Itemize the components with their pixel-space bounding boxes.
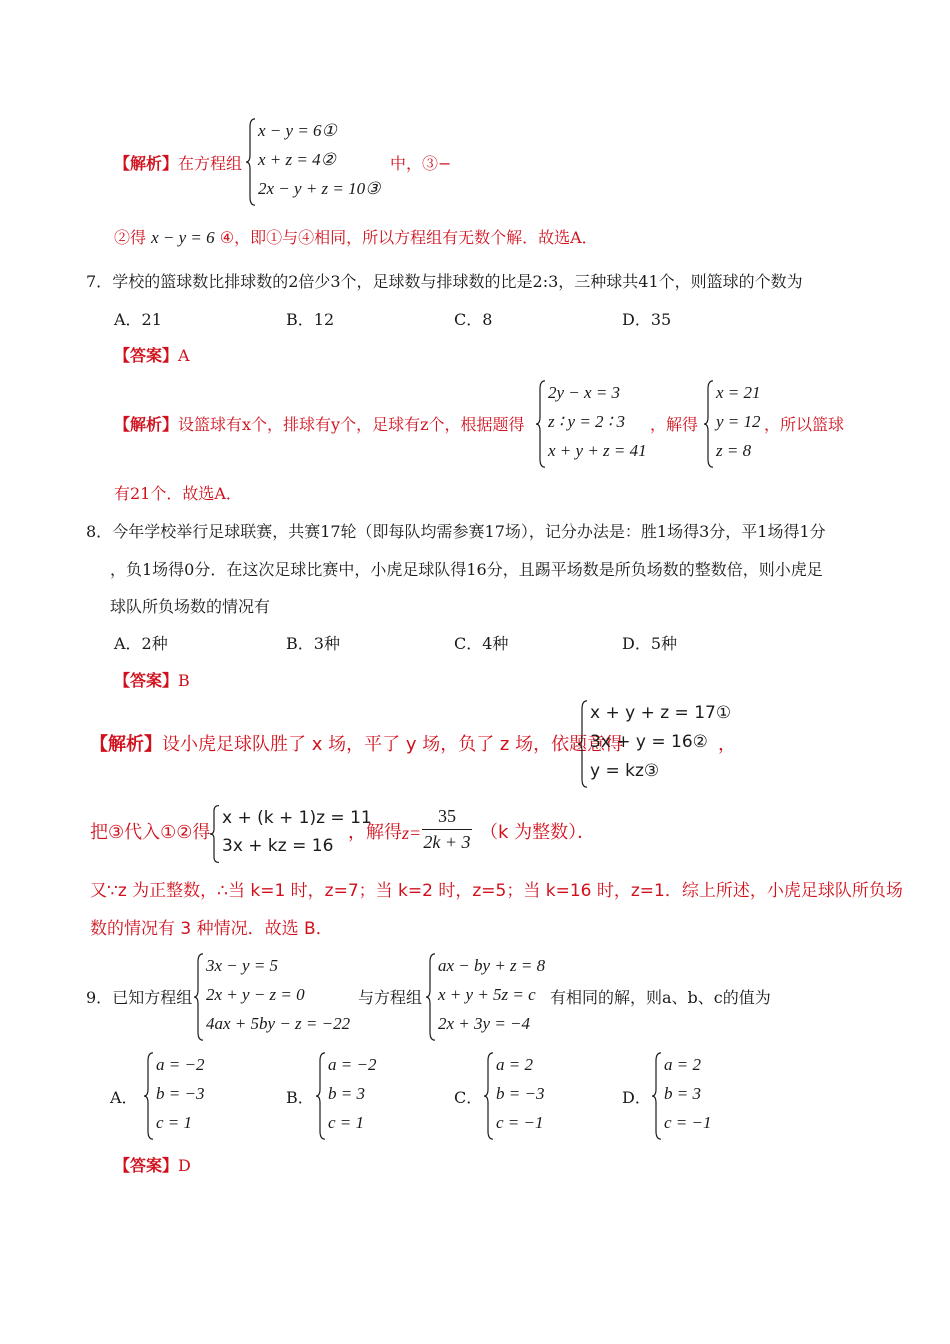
sol6-intro: 在方程组	[178, 154, 243, 173]
sol6-tag: 【解析】	[114, 154, 179, 173]
q8-sys2-eq-1: x + (k + 1)z = 11	[222, 808, 372, 828]
brace-icon	[144, 1052, 154, 1140]
sol6-line2-a: ②得	[114, 228, 147, 247]
q8-fraction	[422, 806, 472, 853]
q7-option-a: A．21	[114, 310, 162, 329]
q8-sys1-eq-2: 3x + y = 16②	[590, 732, 708, 752]
q9-opt-b-eq-2: b = 3	[328, 1084, 365, 1103]
brace-icon	[578, 700, 588, 788]
q8-sol-tag: 【解析】	[90, 734, 162, 755]
sol6-eq-3: 2x − y + z = 10③	[258, 179, 381, 198]
q9-opt-b-eq-3: c = 1	[328, 1113, 365, 1132]
q8-answer-value: B	[178, 671, 190, 690]
q9-opt-a-eq-2: b = −3	[156, 1084, 205, 1103]
q7-sol-line2: 有21个．故选A．	[114, 484, 242, 503]
sol6-eq-1: x − y = 6①	[258, 121, 337, 140]
brace-icon	[704, 380, 714, 468]
q7-sol-text: 设篮球有x个，排球有y个，足球有z个，根据题得	[178, 415, 525, 434]
q9-option-b-system	[316, 1052, 396, 1140]
q8-option-b: B．3种	[286, 634, 340, 653]
q9-opt-d-eq-3: c = −1	[664, 1113, 712, 1132]
q9-opt-c-eq-1: a = 2	[496, 1055, 533, 1074]
q9-option-b-label: B．	[286, 1088, 314, 1107]
q8-sys1-eq-1: x + y + z = 17①	[590, 703, 732, 723]
q8-system-1	[578, 700, 732, 788]
q7-solution	[114, 415, 525, 435]
q7-option-b: B．12	[286, 310, 335, 329]
q7-sol-mid: ，解得	[650, 415, 699, 434]
brace-icon	[426, 953, 436, 1041]
q8-stem-1	[86, 522, 826, 542]
q7-sys1-eq-2: z ∶ y = 2 ∶ 3	[548, 412, 625, 431]
q8-solution	[90, 734, 623, 756]
fraction-bar	[422, 829, 472, 830]
q8-option-c: C．4种	[454, 634, 509, 653]
q7-sol-end: ，所以篮球	[764, 415, 845, 434]
brace-icon	[246, 118, 256, 206]
q8-z-eq: z=	[402, 823, 422, 843]
q9-answer	[114, 1156, 191, 1176]
q9-answer-tag: 【答案】	[114, 1156, 179, 1175]
q9-opt-c-eq-2: b = −3	[496, 1084, 545, 1103]
q7-answer-tag: 【答案】	[114, 346, 179, 365]
q9-number: 9．	[86, 988, 113, 1007]
q7-sys2-eq-1: x = 21	[716, 383, 761, 402]
sol6-line2-eq: x − y = 6	[151, 228, 215, 247]
sol6-line2	[114, 228, 598, 248]
q8-sys1-eq-3: y = kz③	[590, 761, 660, 781]
q8-line2: ，负1场得0分．在这次足球比赛中，小虎足球队得16分，且踢平场数是所负场数的整数倍，则小虎足	[110, 560, 823, 579]
q8-answer	[114, 671, 190, 691]
q8-sub-text: 把③代入①②得	[90, 822, 211, 843]
q7-option-d: D．35	[622, 310, 672, 329]
q9-sysa-eq-1: 3x − y = 5	[206, 956, 279, 975]
q8-sys2-eq-2: 3x + kz = 16	[222, 836, 334, 856]
sol6-eq-2: x + z = 4②	[258, 150, 336, 169]
q8-k-note: （k 为整数）．	[480, 822, 596, 843]
q7-sys2-eq-3: z = 8	[716, 441, 752, 460]
q9-sysb-eq-1: ax − by + z = 8	[438, 956, 546, 975]
q9-opt-d-eq-1: a = 2	[664, 1055, 701, 1074]
sol6-line2-b: ④，即①与④相同，所以方程组有无数个解．故选A．	[219, 228, 598, 247]
q7-answer	[114, 346, 190, 366]
q7-sys1-eq-3: x + y + z = 41	[548, 441, 647, 460]
q8-sol-comma: ，	[718, 734, 736, 755]
q9-pre: 已知方程组	[112, 988, 193, 1007]
q7-system-1	[536, 380, 666, 468]
q7-sys2-eq-2: y = 12	[716, 412, 761, 431]
q9-option-d-label: D．	[622, 1088, 651, 1107]
q7-answer-value: A	[178, 346, 190, 365]
brace-icon	[194, 953, 204, 1041]
q9-answer-value: D	[178, 1156, 191, 1175]
brace-icon	[652, 1052, 662, 1140]
brace-icon	[484, 1052, 494, 1140]
q8-number: 8．	[86, 522, 113, 541]
q9-opt-a-eq-1: a = −2	[156, 1055, 205, 1074]
q8-option-d: D．5种	[622, 634, 678, 653]
q9-sysb-eq-2: x + y + 5z = c	[438, 985, 536, 1004]
q9-sysa-eq-3: 4ax + 5by − z = −22	[206, 1014, 351, 1033]
q9-option-c-label: C．	[454, 1088, 483, 1107]
q9-opt-d-eq-2: b = 3	[664, 1084, 701, 1103]
q9-option-a-label: A．	[110, 1088, 138, 1107]
q9-opt-c-eq-3: c = −1	[496, 1113, 544, 1132]
q8-sol-text: 设小虎足球队胜了 x 场，平了 y 场，负了 z 场，依题意得	[162, 734, 624, 755]
q7-stem	[86, 272, 803, 292]
q7-number: 7．	[86, 272, 113, 291]
q7-text: 学校的篮球数比排球数的2倍少3个，足球数与排球数的比是2:3，三种球共41个，则篮球的个数为	[112, 272, 803, 291]
q9-sysb-eq-3: 2x + 3y = −4	[438, 1014, 531, 1033]
q8-concl-2: 数的情况有 3 种情况．故选 B．	[90, 919, 333, 939]
q9-system-a	[194, 953, 364, 1041]
q8-frac-den: 2k + 3	[423, 832, 471, 852]
q9-option-a-system	[144, 1052, 224, 1140]
q9-opt-b-eq-1: a = −2	[328, 1055, 377, 1074]
q7-sys1-eq-1: 2y − x = 3	[548, 383, 621, 402]
sol6-mid: 中，③−	[390, 154, 452, 173]
brace-icon	[210, 805, 220, 863]
q7-option-c: C．8	[454, 310, 493, 329]
q9-mid: 与方程组	[358, 988, 423, 1007]
q8-line3: 球队所负场数的情况有	[110, 597, 271, 616]
q7-sol-tag: 【解析】	[114, 415, 179, 434]
q9-system-b	[426, 953, 556, 1041]
sol6-system	[246, 118, 406, 206]
q8-answer-tag: 【答案】	[114, 671, 179, 690]
q8-solve-text: ，解得	[348, 822, 402, 843]
q9-sysa-eq-2: 2x + y − z = 0	[206, 985, 305, 1004]
sol6-block	[114, 154, 242, 174]
q9-opt-a-eq-3: c = 1	[156, 1113, 193, 1132]
q8-frac-num: 35	[438, 806, 456, 826]
q8-concl-1: 又∵z 为正整数，∴当 k=1 时，z=7；当 k=2 时，z=5；当 k=16 时，z=1．综上所述，小虎足球队所负场	[90, 881, 903, 901]
q8-line1: 今年学校举行足球联赛，共赛17轮（即每队均需参赛17场），记分办法是：胜1场得3分，平1场得1分	[112, 522, 826, 541]
q9-option-c-system	[484, 1052, 564, 1140]
q9-post: 有相同的解，则a、b、c的值为	[550, 988, 771, 1007]
q9-option-d-system	[652, 1052, 732, 1140]
brace-icon	[316, 1052, 326, 1140]
q8-option-a: A．2种	[114, 634, 168, 653]
q9-stem	[86, 988, 192, 1008]
brace-icon	[536, 380, 546, 468]
q8-system-2	[210, 805, 372, 863]
